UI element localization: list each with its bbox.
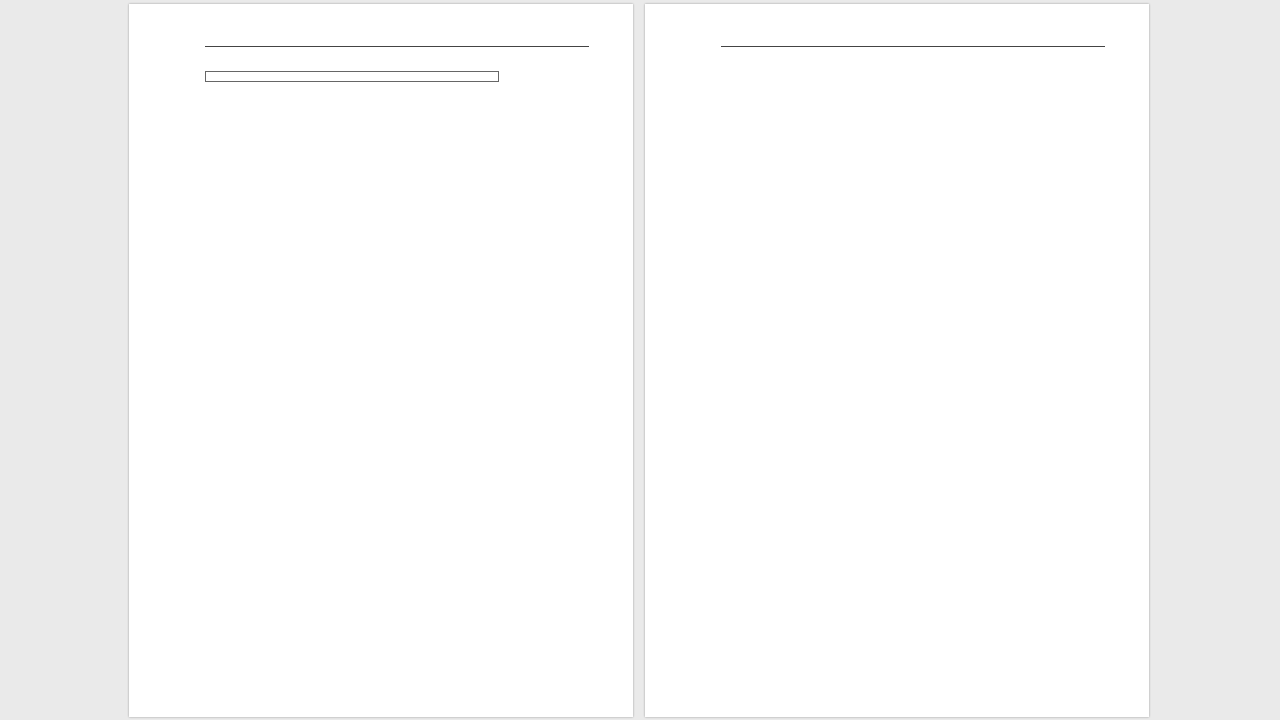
page-header bbox=[205, 42, 589, 47]
page-body bbox=[205, 70, 575, 85]
document-page-1 bbox=[129, 4, 633, 717]
page-header bbox=[721, 42, 1105, 47]
document-page-2 bbox=[645, 4, 1149, 717]
table-title bbox=[206, 72, 499, 82]
indicator-table bbox=[205, 71, 499, 82]
table-title-row bbox=[206, 72, 499, 82]
